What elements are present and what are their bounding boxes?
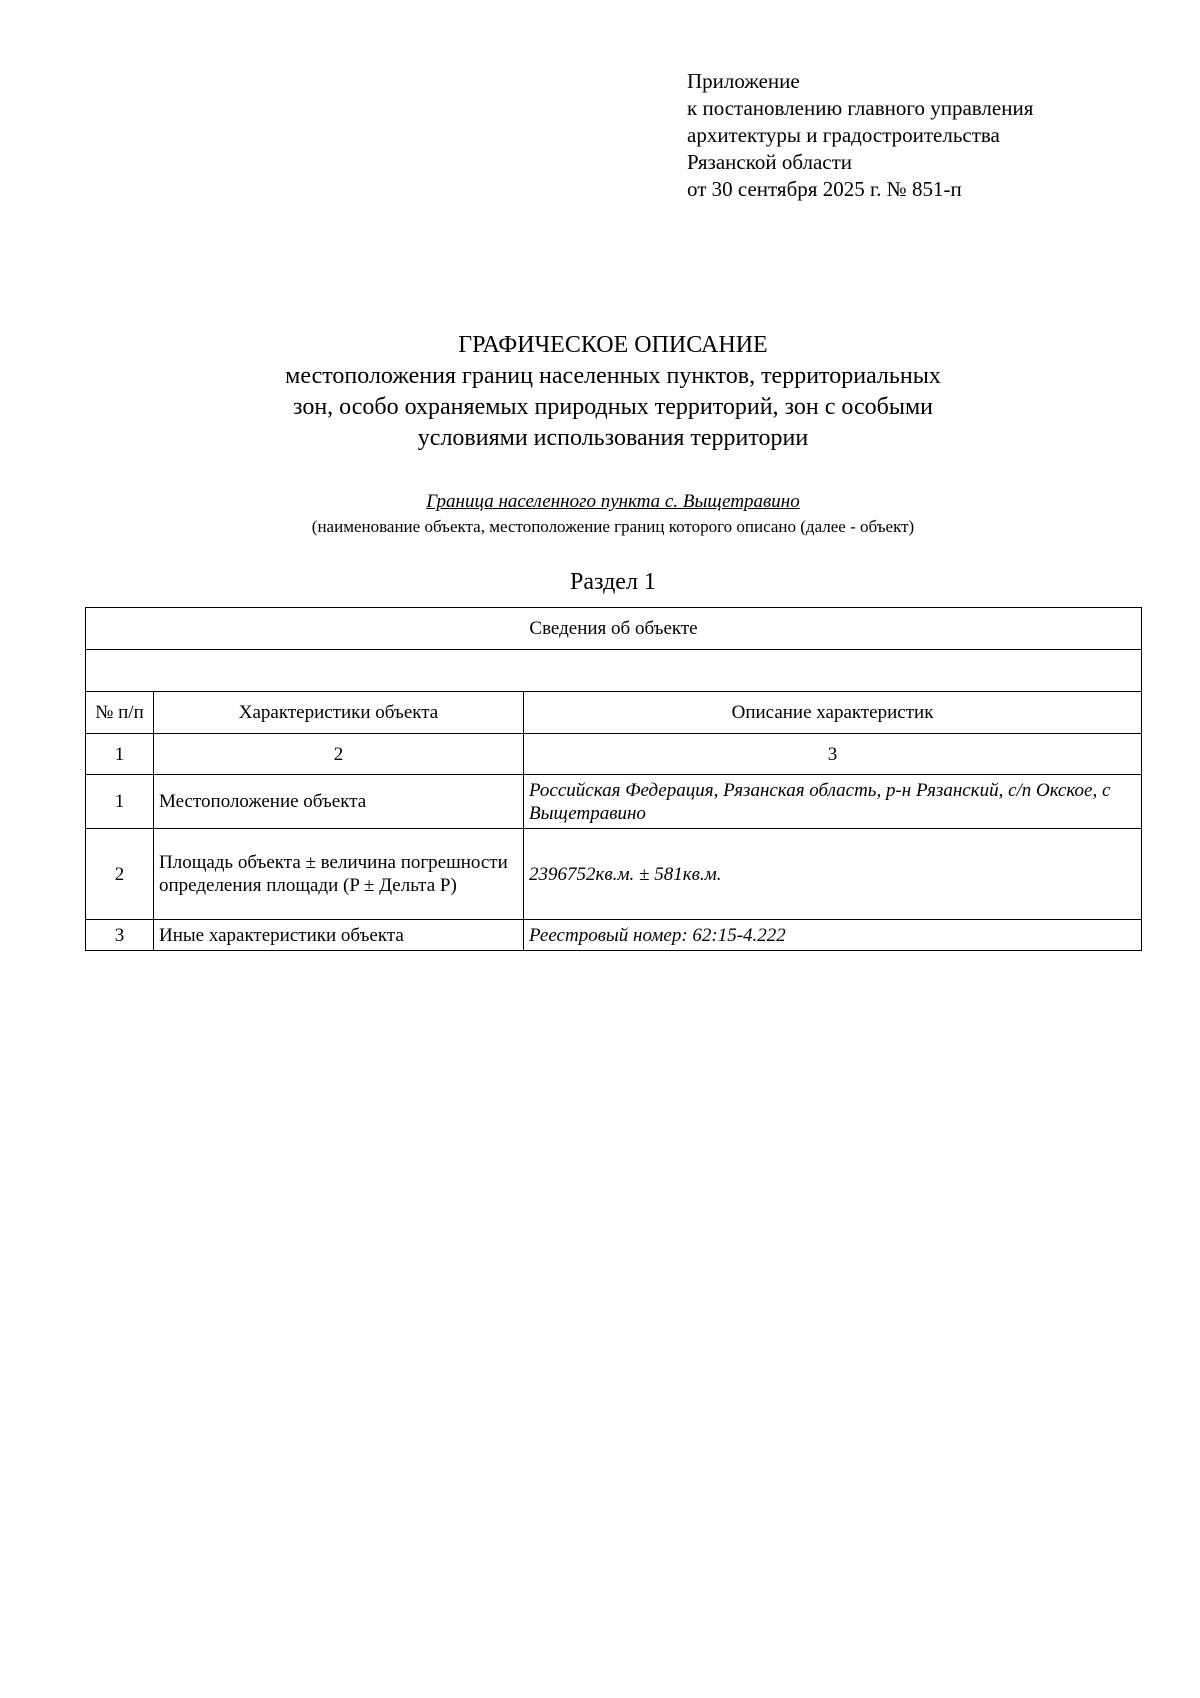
table-title: Сведения об объекте	[86, 608, 1142, 650]
object-caption: (наименование объекта, местоположение границ которого описано (далее - объект)	[311, 517, 915, 536]
appendix-block	[687, 68, 1033, 203]
table-empty-row	[86, 650, 1142, 692]
appendix-line: Рязанской области	[687, 150, 853, 174]
object-name: Граница населенного пункта с. Выщетравино	[426, 491, 800, 512]
row-num: 2	[86, 829, 154, 920]
header-num: № п/п	[86, 692, 154, 734]
object-info-table	[85, 607, 1142, 951]
column-number: 3	[524, 734, 1142, 775]
row-characteristic: Иные характеристики объекта	[154, 920, 524, 951]
appendix-line: Приложение	[687, 69, 800, 93]
appendix-line: архитектуры и градостроительства	[687, 123, 1000, 147]
row-characteristic: Местоположение объекта	[154, 775, 524, 829]
row-characteristic: Площадь объекта ± величина погрешности определения площади (P ± Дельта P)	[154, 829, 524, 920]
title-line: зон, особо охраняемых природных территорий, зон с особыми	[292, 394, 934, 420]
title-line: местоположения границ населенных пунктов, территориальных	[285, 363, 941, 389]
row-description: Российская Федерация, Рязанская область, р-н Рязанский, с/п Окское, с Выщетравино	[524, 775, 1142, 829]
row-num: 1	[86, 775, 154, 829]
title-line: условиями использования территории	[417, 425, 809, 451]
appendix-line: к постановлению главного управления	[687, 96, 1034, 120]
row-num: 3	[86, 920, 154, 951]
appendix-line: от 30 сентября 2025 г. № 851-п	[687, 177, 962, 201]
column-number: 1	[86, 734, 154, 775]
title-line: ГРАФИЧЕСКОЕ ОПИСАНИЕ	[458, 332, 768, 358]
table-title-row	[86, 608, 1142, 650]
column-number-row	[86, 734, 1142, 775]
header-characteristic: Характеристики объекта	[154, 692, 524, 734]
column-number: 2	[154, 734, 524, 775]
table-row	[86, 775, 1142, 829]
table-empty-cell	[86, 650, 1142, 692]
table-row	[86, 829, 1142, 920]
table-header-row	[86, 692, 1142, 734]
row-description: 2396752кв.м. ± 581кв.м.	[524, 829, 1142, 920]
document-title	[0, 330, 1200, 454]
header-description: Описание характеристик	[524, 692, 1142, 734]
row-description: Реестровый номер: 62:15-4.222	[524, 920, 1142, 951]
section-title: Раздел 1	[570, 569, 656, 595]
table-row	[86, 920, 1142, 951]
